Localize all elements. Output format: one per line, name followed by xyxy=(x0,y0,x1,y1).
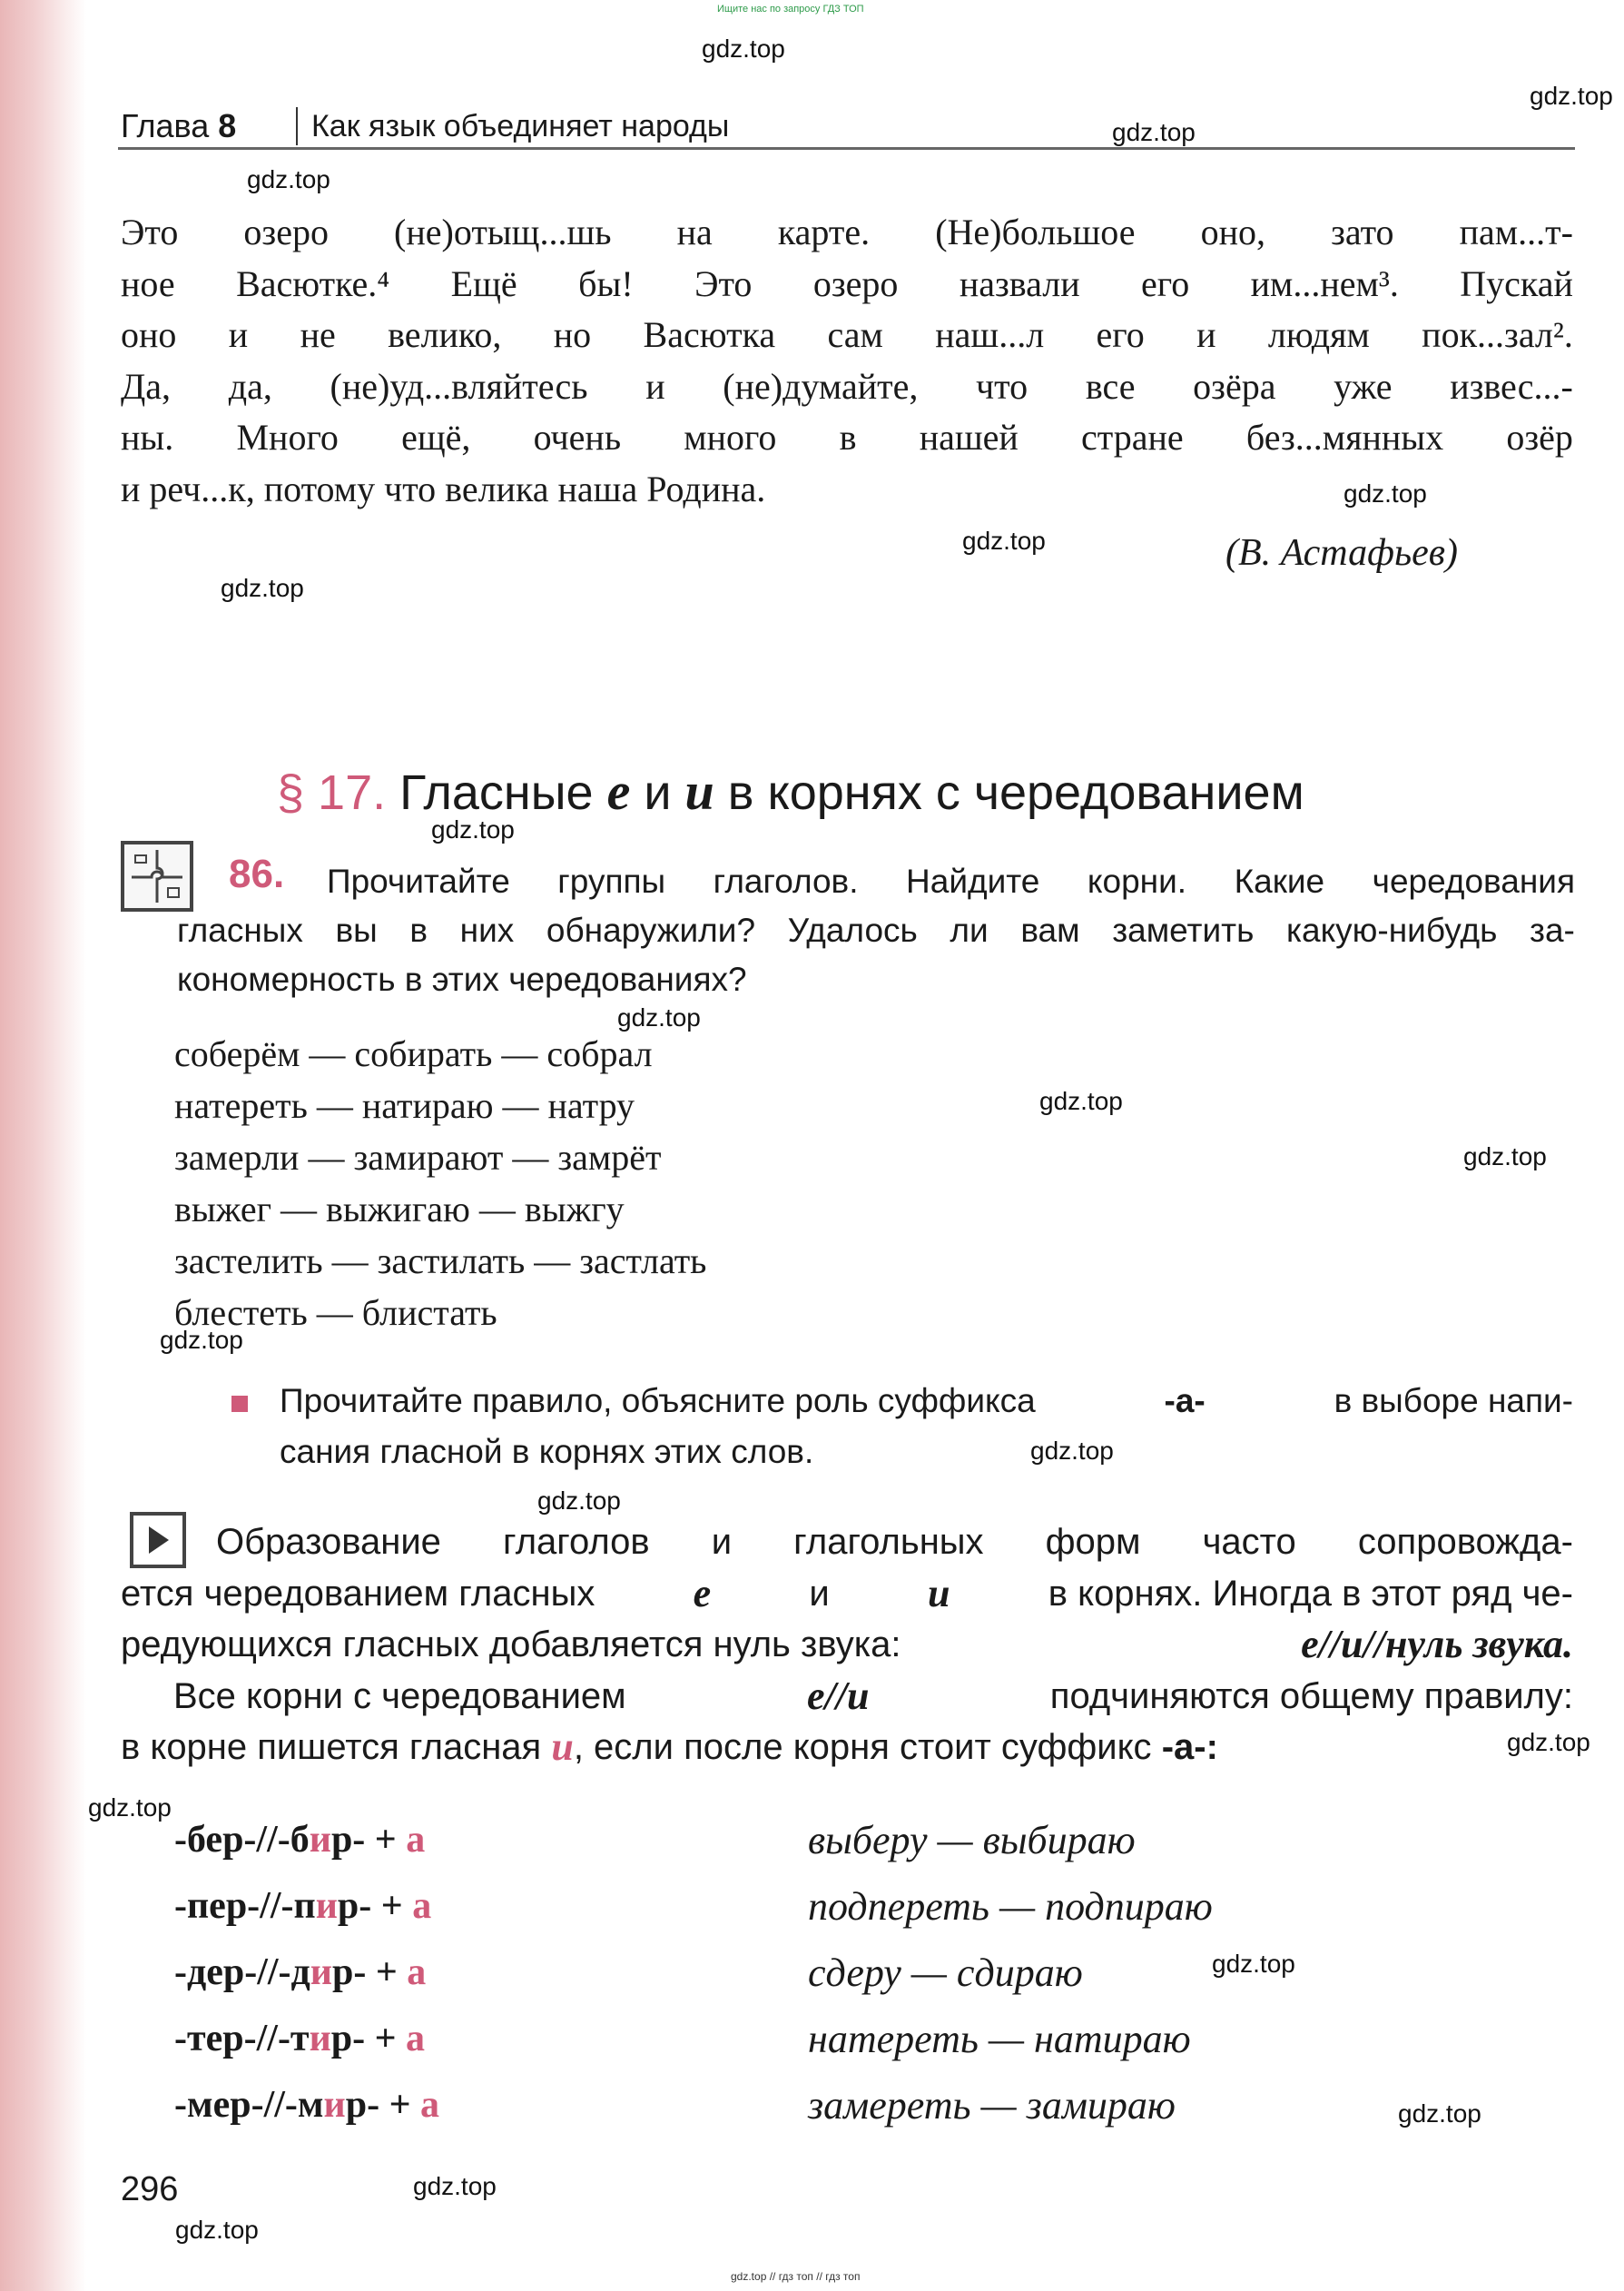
story-line: и реч...к, потому что велика наша Родина. xyxy=(121,468,766,509)
root-text: р- + xyxy=(345,2084,420,2126)
rule-text-part: и xyxy=(809,1573,830,1614)
page-spine-shadow xyxy=(0,0,86,2291)
watermark: gdz.top xyxy=(1398,2099,1481,2128)
root-suffix: а xyxy=(412,1885,432,1927)
watermark: gdz.top xyxy=(1343,479,1427,508)
chapter-number: 8 xyxy=(218,107,237,144)
root-pair xyxy=(174,1807,439,1873)
example-pair: сдеру — сдираю xyxy=(808,1950,1083,1995)
story-line: оно и не велико, но Васютка сам наш...л его и людям пок...зал². xyxy=(121,314,1573,355)
rule-line xyxy=(121,1619,1573,1671)
root-pair xyxy=(174,2006,439,2072)
verb-group: застелить — застилать — застлать xyxy=(174,1240,707,1281)
section-title-and: и xyxy=(644,765,672,820)
watermark: gdz.top xyxy=(1039,1087,1123,1115)
verb-group: блестеть — блистать xyxy=(174,1292,497,1333)
section-title-part: в корнях с чередованием xyxy=(727,765,1304,820)
watermark: gdz.top xyxy=(1530,82,1613,110)
section-letter-i: и xyxy=(684,762,714,821)
root-pair xyxy=(174,1940,439,2006)
rule-letter-i: и xyxy=(551,1724,574,1769)
verb-group: соберём — собирать — собрал xyxy=(174,1033,653,1074)
task-text-part: в выборе напи- xyxy=(1334,1382,1573,1419)
root-vowel: и xyxy=(309,2018,331,2059)
rule-text-part: Все корни с чередованием xyxy=(173,1675,626,1716)
verb-group: замерли — замирают — замрёт xyxy=(174,1137,662,1178)
page-number: 296 xyxy=(121,2170,179,2208)
chapter-label xyxy=(121,107,236,145)
header-rule xyxy=(118,147,1575,150)
verb-groups xyxy=(174,1028,706,1338)
exercise-number: 86. xyxy=(229,852,285,896)
root-text: -пер-//-п xyxy=(174,1885,316,1927)
example-pair: подпереть — подпираю xyxy=(808,1884,1213,1929)
section-title-part: Гласные xyxy=(399,765,594,820)
watermark: gdz.top xyxy=(1030,1437,1114,1465)
rule-text-part: ется чередованием гласных xyxy=(121,1573,595,1614)
root-pair xyxy=(174,2072,439,2138)
root-text: -мер-//-м xyxy=(174,2084,324,2126)
root-text: р- + xyxy=(330,2018,407,2059)
watermark: gdz.top xyxy=(247,165,330,193)
root-vowel: и xyxy=(315,1885,338,1927)
section-number: § 17. xyxy=(277,765,387,820)
rule-letter-i: и xyxy=(928,1570,950,1615)
task-line: сания гласной в корнях этих слов. xyxy=(280,1433,814,1470)
example-pair: замереть — замираю xyxy=(808,2083,1176,2128)
task-text xyxy=(280,1376,1573,1477)
root-text: р- + xyxy=(332,1951,408,1993)
rule-text-part: подчиняются общему правилу: xyxy=(1049,1675,1573,1716)
task-text-part: Прочитайте правило, объясните роль суффикса xyxy=(280,1382,1036,1419)
root-text: р- + xyxy=(330,1819,407,1861)
verb-group: натереть — натираю — натру xyxy=(174,1085,635,1126)
story-line: Это озеро (не)отыщ...шь на карте. (Не)большое оно, зато пам...т- xyxy=(121,212,1573,252)
rule-text-part: , если после корня стоит суффикс xyxy=(573,1727,1152,1767)
rule-line xyxy=(121,1671,1573,1723)
watermark: gdz.top xyxy=(175,2216,259,2244)
watermark: gdz.top xyxy=(1112,118,1196,146)
root-text: р- + xyxy=(337,1885,413,1927)
header-separator xyxy=(296,107,298,145)
rule-line: Образование глаголов и глагольных форм часто сопровожда- xyxy=(216,1522,1573,1562)
watermark: gdz.top xyxy=(413,2172,497,2200)
chapter-word: Глава xyxy=(121,107,210,144)
root-text: -тер-//-т xyxy=(174,2018,310,2059)
watermark: gdz.top xyxy=(221,574,304,602)
root-list xyxy=(174,1807,439,2138)
root-suffix: а xyxy=(406,1819,426,1861)
watermark: gdz.top xyxy=(88,1793,172,1822)
example-list xyxy=(808,1807,1213,2138)
rule-text xyxy=(121,1516,1573,1773)
root-text: -бер-//-б xyxy=(174,1819,310,1861)
root-suffix: а xyxy=(406,2018,426,2059)
rule-alternation: е//и//нуль звука. xyxy=(1301,1622,1573,1666)
root-pair xyxy=(174,1873,439,1940)
exercise-text xyxy=(177,857,1575,1004)
section-letter-e: е xyxy=(606,762,631,821)
watermark: gdz.top xyxy=(1212,1950,1295,1978)
watermark: gdz.top xyxy=(160,1326,243,1354)
rule-line xyxy=(121,1568,1573,1620)
rule-letter-e: е xyxy=(693,1570,712,1615)
root-vowel: и xyxy=(323,2084,346,2126)
story-author: (В. Астафьев) xyxy=(1225,532,1458,574)
watermark: gdz.top xyxy=(537,1486,621,1515)
root-suffix: а xyxy=(420,2084,439,2126)
task-bullet xyxy=(231,1396,248,1412)
rule-text-part: в корне пишется гласная xyxy=(121,1727,542,1767)
example-pair: выберу — выбираю xyxy=(808,1818,1136,1862)
bottom-note: gdz.top // гдз топ // гдз топ xyxy=(731,2270,861,2283)
story-text xyxy=(121,207,1573,515)
top-search-note: Ищите нас по запросу ГДЗ ТОП xyxy=(717,4,864,15)
watermark: gdz.top xyxy=(702,35,785,63)
watermark: gdz.top xyxy=(1507,1728,1590,1756)
story-line: ное Васютке.⁴ Ещё бы! Это озеро назвали его им...нем³. Пускай xyxy=(121,262,1573,304)
exercise-line: кономерность в этих чередованиях? xyxy=(177,961,747,998)
watermark: gdz.top xyxy=(431,815,515,844)
task-line xyxy=(280,1376,1573,1427)
story-line: Да, да, (не)уд...вляйтесь и (не)думайте, что все озёра уже извес...- xyxy=(121,365,1573,407)
watermark: gdz.top xyxy=(962,527,1046,555)
chapter-title: Как язык объединяет народы xyxy=(311,109,730,143)
rule-alternation: е//и xyxy=(807,1673,870,1718)
watermark: gdz.top xyxy=(617,1003,701,1032)
root-text: -дер-//-д xyxy=(174,1951,310,1993)
task-suffix: -а- xyxy=(1164,1382,1206,1419)
rule-suffix: -а-: xyxy=(1161,1727,1218,1767)
story-line: ны. Много ещё, очень много в нашей стране без...мянных озёр xyxy=(121,417,1573,458)
rule-text-part: редующихся гласных добавляется нуль звука: xyxy=(121,1624,901,1664)
verb-group: выжег — выжигаю — выжгу xyxy=(174,1189,625,1229)
section-title xyxy=(277,761,1304,822)
rule-line xyxy=(121,1722,1573,1773)
exercise-line: гласных вы в них обнаружили? Удалось ли вам заметить какую-нибудь за- xyxy=(177,912,1575,949)
watermark: gdz.top xyxy=(1463,1142,1547,1170)
example-pair: натереть — натираю xyxy=(808,2017,1191,2061)
root-suffix: а xyxy=(407,1951,427,1993)
rule-text-part: в корнях. Иногда в этот ряд че- xyxy=(1048,1573,1573,1614)
root-vowel: и xyxy=(309,1819,331,1861)
root-vowel: и xyxy=(310,1951,332,1993)
exercise-line: Прочитайте группы глаголов. Найдите корни. Какие чередования xyxy=(327,863,1575,900)
